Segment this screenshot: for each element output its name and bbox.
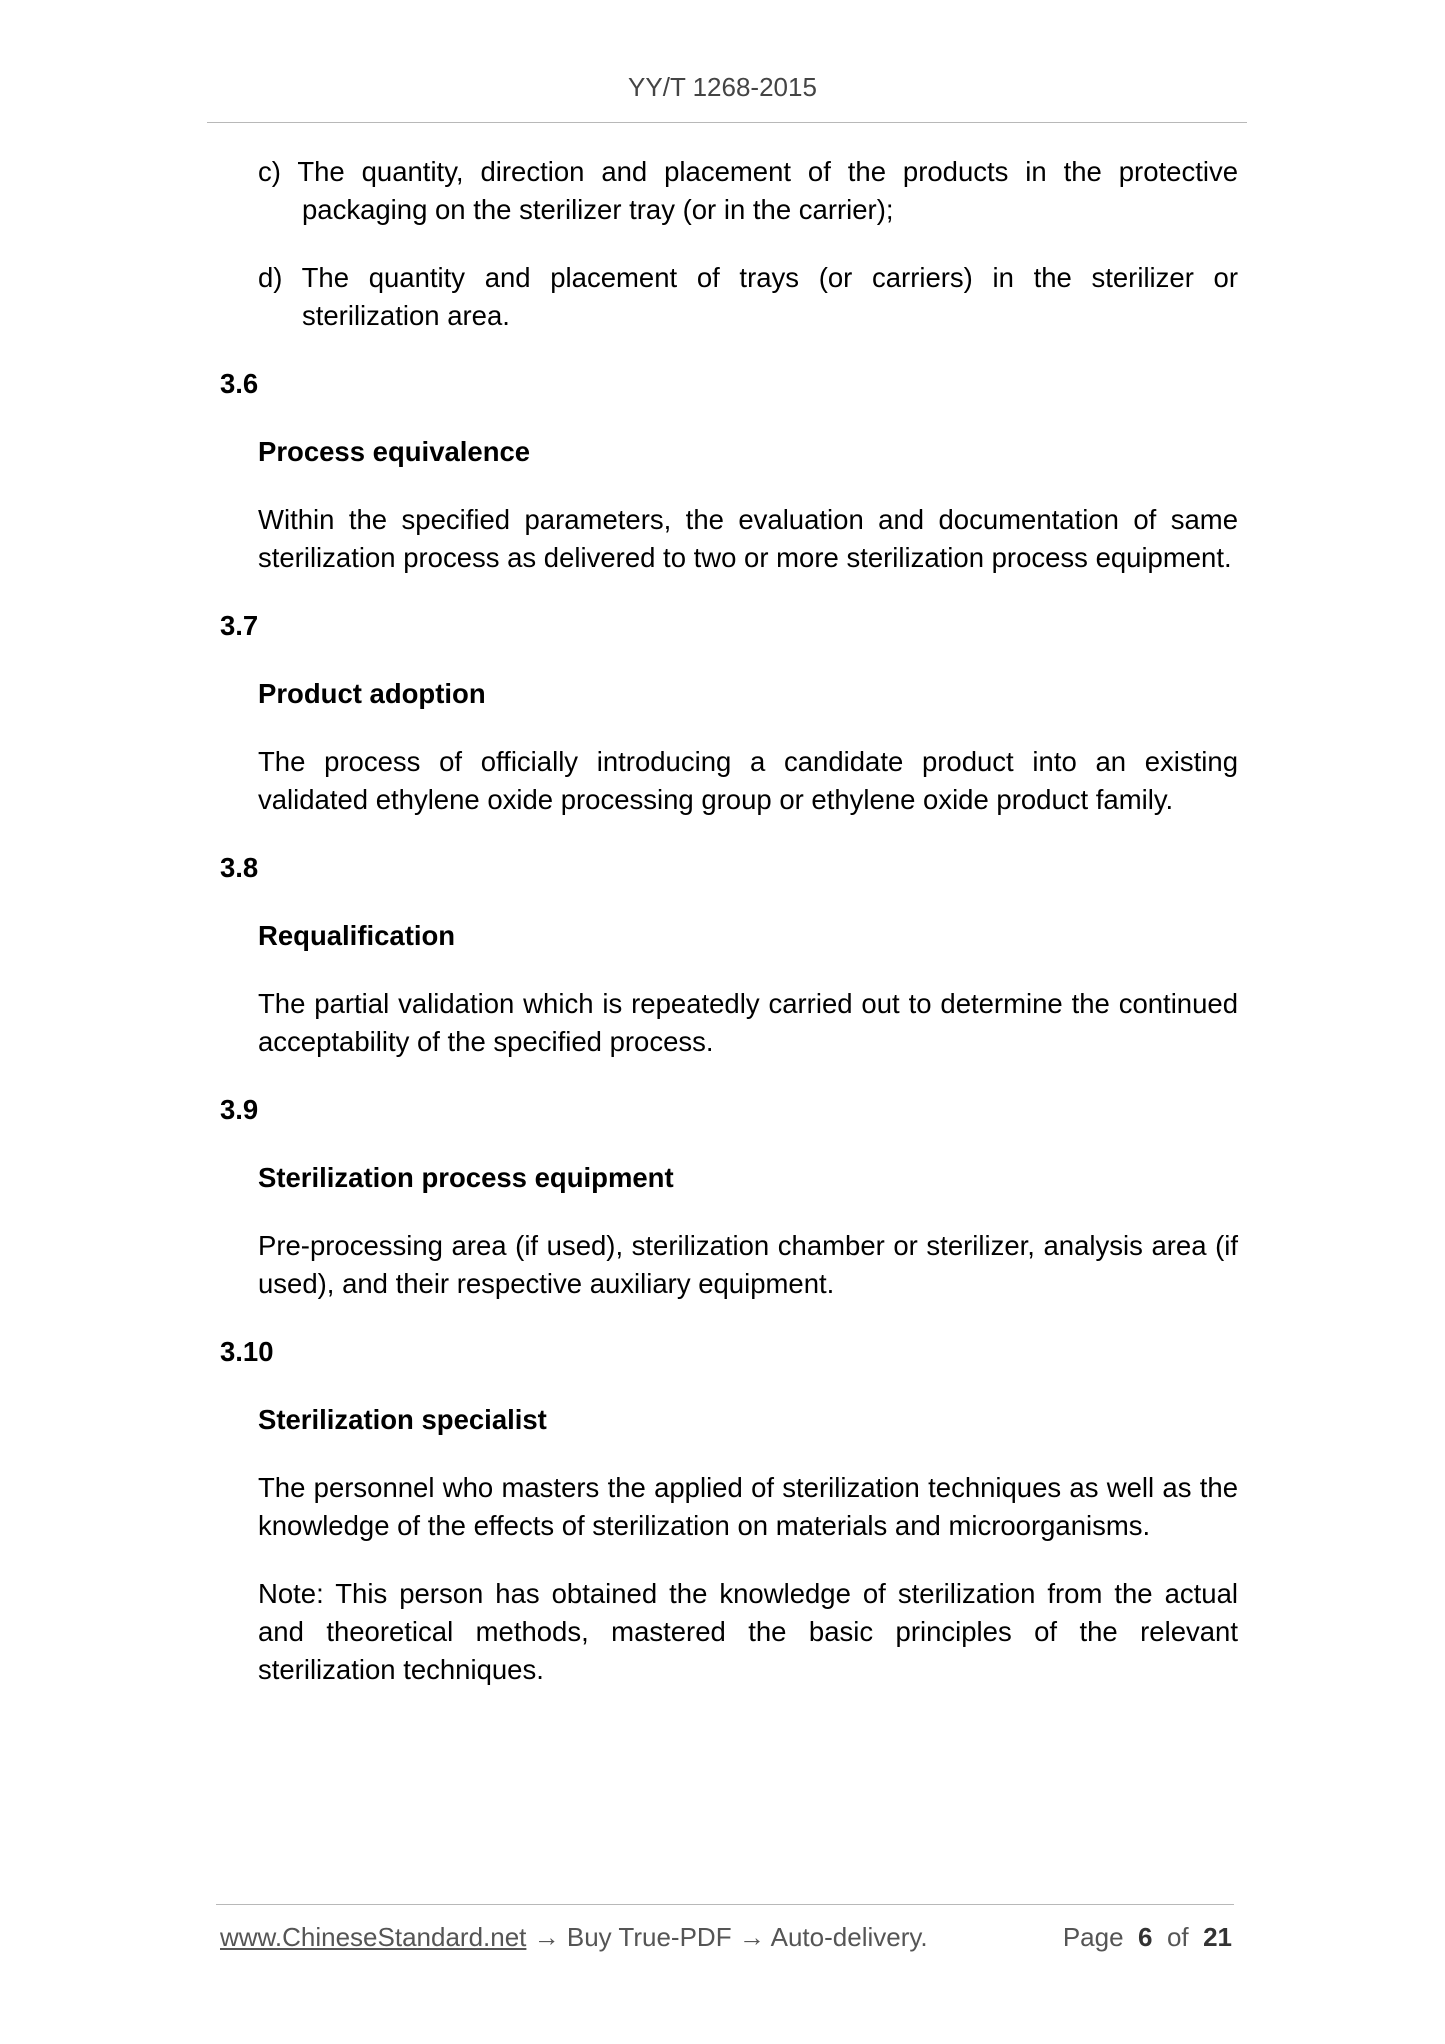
term-title: Product adoption — [258, 678, 486, 709]
section-number: 3.9 — [220, 1094, 259, 1125]
arrow-right-icon: → — [738, 1922, 765, 1952]
definition-paragraph: The partial validation which is repeatedly carried out to determine the continued acceptability of the specified process. — [258, 988, 1238, 1057]
standard-code: YY/T 1268-2015 — [628, 72, 817, 102]
page-of-label: of — [1166, 1922, 1189, 1952]
list-item: c) The quantity, direction and placement of the products in the protective packaging on the sterilizer tray (or in the carrier); — [258, 156, 1238, 225]
section-number: 3.7 — [220, 610, 259, 641]
buy-pdf-text: Buy True-PDF — [566, 1922, 732, 1952]
total-pages: 21 — [1203, 1922, 1232, 1952]
header-divider — [207, 122, 1247, 123]
term-title: Sterilization specialist — [258, 1404, 547, 1435]
website-link[interactable]: www.ChineseStandard.net — [220, 1922, 527, 1952]
section-3-10 — [220, 1333, 1238, 1689]
section-3-9 — [220, 1091, 1238, 1303]
section-number: 3.6 — [220, 368, 259, 399]
page-label: Page — [1062, 1922, 1124, 1952]
section-number: 3.8 — [220, 852, 259, 883]
term-title: Process equivalence — [258, 436, 531, 467]
page-header — [0, 72, 1445, 103]
term-title: Requalification — [258, 920, 456, 951]
auto-delivery-text: Auto-delivery. — [770, 1922, 928, 1952]
definition-paragraph: The personnel who masters the applied of sterilization techniques as well as the knowledge of the effects of sterilization on materials and microorganisms. — [258, 1472, 1238, 1541]
footer-divider — [216, 1904, 1234, 1905]
definition-paragraph: Pre-processing area (if used), sterilization chamber or sterilizer, analysis area (if used), and their respective auxiliary equipment. — [258, 1230, 1238, 1299]
definition-paragraph: The process of officially introducing a candidate product into an existing validated ethylene oxide processing group or ethylene oxide product family. — [258, 746, 1238, 815]
page-footer — [220, 1920, 1232, 1954]
section-3-8 — [220, 849, 1238, 1061]
current-page: 6 — [1138, 1922, 1153, 1952]
note-paragraph: Note: This person has obtained the knowledge of sterilization from the actual and theoretical methods, mastered the basic principles of the relevant sterilization techniques. — [258, 1578, 1238, 1685]
document-body — [220, 153, 1238, 1719]
term-title: Sterilization process equipment — [258, 1162, 674, 1193]
arrow-right-icon: → — [533, 1922, 560, 1952]
definition-paragraph: Within the specified parameters, the evaluation and documentation of same sterilization process as delivered to two or more sterilization process equipment. — [258, 504, 1238, 573]
page-indicator — [1063, 1920, 1232, 1954]
section-3-6 — [220, 365, 1238, 577]
list-item: d) The quantity and placement of trays (or carriers) in the sterilizer or sterilization area. — [258, 262, 1238, 331]
section-3-7 — [220, 607, 1238, 819]
section-number: 3.10 — [220, 1336, 274, 1367]
footer-promo — [220, 1922, 928, 1952]
